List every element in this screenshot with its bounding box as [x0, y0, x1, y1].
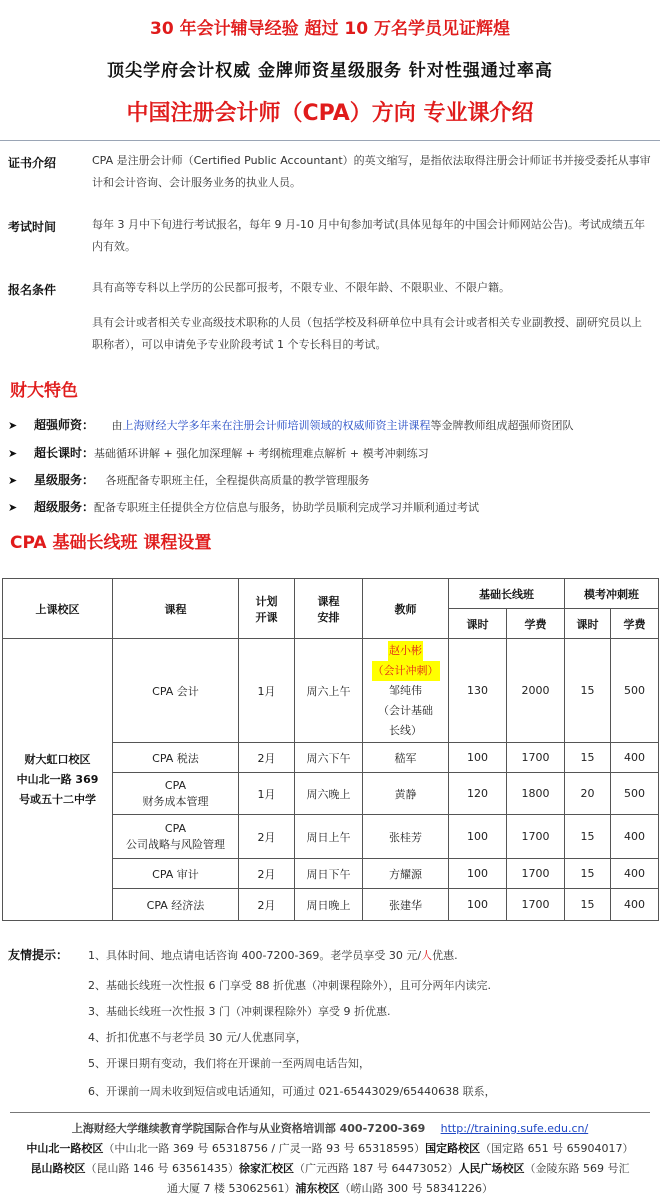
- footer-campus-line: 昆山路校区（昆山路 146 号 63561435）徐家汇校区（广元西路 187 号 64473052）人民广场校区（金陵东路 569 号汇: [30, 1162, 630, 1175]
- features-title: 财大特色: [10, 381, 78, 401]
- tip-item: 6、开课前一周未收到短信或电话通知，可通过 021-65443029/65440638 联系，: [88, 1085, 496, 1098]
- footer-url-link[interactable]: http://training.sufe.edu.cn/: [440, 1122, 589, 1135]
- tips-label: 友情提示：: [8, 948, 69, 962]
- arrow-icon: ➤: [8, 474, 18, 487]
- table-row: CPA 公司战略与风险管理 2月 周日上午 张桂芳 100 1700 15 400: [3, 815, 659, 859]
- arrow-icon: ➤: [8, 501, 18, 514]
- th-plan: 计划 开课: [239, 579, 295, 639]
- footer-campus-line: 通大厦 7 楼 53062561）浦东校区（崂山路 300 号 58341226）: [167, 1182, 493, 1195]
- arrow-icon: ➤: [8, 419, 18, 432]
- arrow-icon: ➤: [8, 447, 18, 460]
- th-mock-fee: 学费: [611, 609, 659, 639]
- th-course: 课程: [113, 579, 239, 639]
- feature-item: ➤ 超长课时：基础循环讲解 + 强化加深理解 + 考纲梳理难点解析 + 模考冲刺练习: [8, 442, 658, 465]
- table-row: CPA 审计 2月 周日下午 方耀源 100 1700 15 400: [3, 859, 659, 889]
- cert-label: 证书介绍: [8, 156, 57, 170]
- divider: [0, 140, 660, 141]
- course-title: CPA 基础长线班 课程设置: [10, 533, 212, 553]
- req-label: 报名条件: [8, 283, 57, 297]
- headline-slogan: 顶尖学府会计权威 金牌师资星级服务 针对性强通过率高: [107, 61, 553, 81]
- th-teacher: 教师: [363, 579, 449, 639]
- th-mock: 模考冲刺班: [565, 579, 659, 609]
- feature-highlight: 上海财经大学多年来在注册会计师培训领域的权威师资主讲课程: [122, 419, 431, 432]
- table-row: 财大虹口校区 中山北一路 369 号或五十二中学 CPA 会计 1月 周六上午 赵小彬 （会计冲刺） 邹纯伟 （会计基础 长线） 130 2000 15 500: [3, 639, 659, 743]
- req-text-2: 具有会计或者相关专业高级技术职称的人员（包括学校及科研单位中具有会计或者相关专业副教授、副研究员以上职称者），可以申请免予专业阶段考试 1 个专长科目的考试。: [92, 316, 642, 351]
- teacher-cell: 赵小彬 （会计冲刺） 邹纯伟 （会计基础 长线）: [363, 639, 449, 743]
- th-mock-hours: 课时: [565, 609, 611, 639]
- cert-text: CPA 是注册会计师（Certified Public Accountant）的英文缩写，是指依法取得注册会计师证书并接受委托从事审计和会计咨询、会计服务业务的执业人员。: [92, 154, 651, 189]
- exam-text: 每年 3 月中下旬进行考试报名，每年 9 月-10 月中旬参加考试(具体见每年的中国会计师网站公告)。考试成绩五年内有效。: [92, 218, 646, 253]
- footer-campus-line: 中山北一路校区（中山北一路 369 号 65318756 / 广灵一路 93 号 65318595）国定路校区（国定路 651 号 65904017）: [26, 1142, 634, 1155]
- exam-label: 考试时间: [8, 220, 57, 234]
- feature-item: ➤ 超强师资： 由上海财经大学多年来在注册会计师培训领域的权威师资主讲课程等金牌教师组成超强师资团队: [8, 414, 658, 437]
- table-row: CPA 经济法 2月 周日晚上 张建华 100 1700 15 400: [3, 889, 659, 921]
- tip-item: 2、基础长线班一次性报 6 门享受 88 折优惠（冲刺课程除外），且可分两年内读完.: [88, 979, 491, 992]
- table-row: CPA 财务成本管理 1月 周六晚上 黄静 120 1800 20 500: [3, 773, 659, 815]
- th-hours: 课时: [449, 609, 507, 639]
- feature-item: ➤ 超级服务：配备专职班主任提供全方位信息与服务，协助学员顺利完成学习并顺利通过考试: [8, 496, 658, 519]
- headline-experience: 30 年会计辅导经验 超过 10 万名学员见证辉煌: [150, 19, 510, 39]
- tip-item: 4、折扣优惠不与老学员 30 元/人优惠同享，: [88, 1031, 307, 1044]
- tip-item: 3、基础长线班一次性报 3 门（冲刺课程除外）享受 9 折优惠.: [88, 1005, 391, 1018]
- campus-cell: 财大虹口校区 中山北一路 369 号或五十二中学: [3, 639, 113, 921]
- page-title: 中国注册会计师（CPA）方向 专业课介绍: [126, 101, 534, 126]
- footer-divider: [10, 1112, 650, 1113]
- table-row: CPA 税法 2月 周六下午 嵇军 100 1700 15 400: [3, 743, 659, 773]
- th-basic: 基础长线班: [449, 579, 565, 609]
- req-text-1: 具有高等专科以上学历的公民都可报考，不限专业、不限年龄、不限职业、不限户籍。: [92, 281, 510, 294]
- th-campus: 上课校区: [3, 579, 113, 639]
- th-schedule: 课程 安排: [295, 579, 363, 639]
- tip-item: 5、开课日期有变动，我们将在开课前一至两周电话告知，: [88, 1057, 370, 1070]
- footer-org: 上海财经大学继续教育学院国际合作与从业资格培训部 400-7200-369 http://training.sufe.edu.cn/: [71, 1122, 589, 1135]
- course-table: [2, 578, 659, 921]
- th-fee: 学费: [507, 609, 565, 639]
- teacher-highlight: 赵小彬: [388, 641, 423, 661]
- feature-item: ➤ 星级服务： 各班配备专职班主任，全程提供高质量的教学管理服务: [8, 469, 658, 492]
- tip-item: 1、具体时间、地点请电话咨询 400-7200-369。老学员享受 30 元/人优惠.: [88, 949, 458, 962]
